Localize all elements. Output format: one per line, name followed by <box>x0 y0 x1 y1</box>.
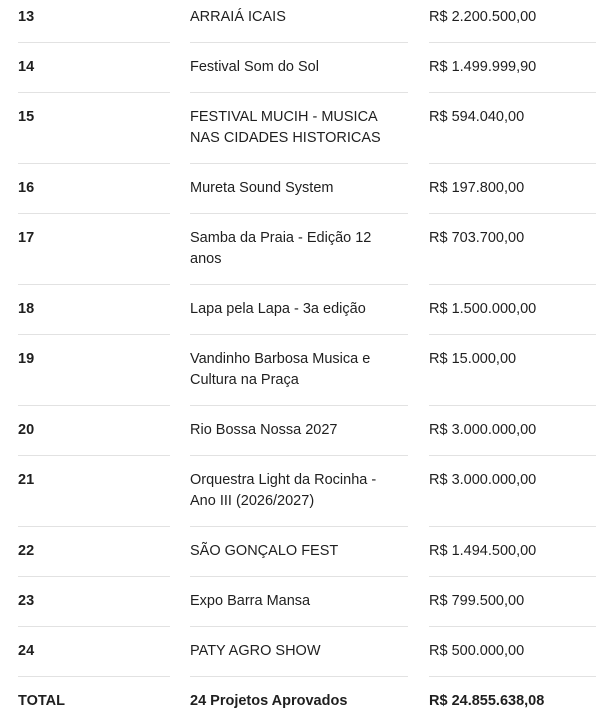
row-number: 20 <box>18 406 170 456</box>
total-projects: 24 Projetos Aprovados <box>190 693 348 709</box>
project-value: R$ 15.000,00 <box>429 335 596 406</box>
project-name: SÃO GONÇALO FEST <box>190 527 408 577</box>
table-row <box>0 456 596 527</box>
project-value: R$ 2.200.500,00 <box>429 0 596 43</box>
row-number: 14 <box>18 43 170 93</box>
project-value: R$ 594.040,00 <box>429 93 596 164</box>
table-row <box>0 577 596 627</box>
project-value: R$ 197.800,00 <box>429 164 596 214</box>
row-number: 19 <box>18 335 170 406</box>
project-name: Vandinho Barbosa Musica e Cultura na Praça <box>190 335 408 406</box>
row-number: 24 <box>18 627 170 677</box>
project-value: R$ 3.000.000,00 <box>429 406 596 456</box>
table-row <box>0 335 596 406</box>
project-value: R$ 799.500,00 <box>429 577 596 627</box>
row-number: 17 <box>18 214 170 285</box>
project-value: R$ 1.500.000,00 <box>429 285 596 335</box>
project-name: FESTIVAL MUCIH - MUSICA NAS CIDADES HISTORICAS <box>190 93 408 164</box>
total-label: TOTAL <box>18 693 65 709</box>
row-number: 23 <box>18 577 170 627</box>
project-value: R$ 703.700,00 <box>429 214 596 285</box>
project-value: R$ 3.000.000,00 <box>429 456 596 527</box>
project-value: R$ 1.494.500,00 <box>429 527 596 577</box>
project-value: R$ 500.000,00 <box>429 627 596 677</box>
table-row <box>0 43 596 93</box>
table-row <box>0 627 596 677</box>
row-number: 22 <box>18 527 170 577</box>
table-row <box>0 164 596 214</box>
total-value: R$ 24.855.638,08 <box>429 693 545 709</box>
table-row <box>0 0 596 43</box>
project-name: Festival Som do Sol <box>190 43 408 93</box>
project-name: Lapa pela Lapa - 3a edição <box>190 285 408 335</box>
project-name: Rio Bossa Nossa 2027 <box>190 406 408 456</box>
table-row <box>0 527 596 577</box>
project-name: Expo Barra Mansa <box>190 577 408 627</box>
project-name: Mureta Sound System <box>190 164 408 214</box>
row-number: 21 <box>18 456 170 527</box>
project-name: PATY AGRO SHOW <box>190 627 408 677</box>
row-number: 18 <box>18 285 170 335</box>
row-number: 16 <box>18 164 170 214</box>
row-number: 13 <box>18 0 170 43</box>
row-number: 15 <box>18 93 170 164</box>
project-name: Orquestra Light da Rocinha - Ano III (2026/2027) <box>190 456 408 527</box>
table-row <box>0 93 596 164</box>
project-name: ARRAIÁ ICAIS <box>190 0 408 43</box>
table-row <box>0 406 596 456</box>
table-row <box>0 285 596 335</box>
project-name: Samba da Praia - Edição 12 anos <box>190 214 408 285</box>
project-value: R$ 1.499.999,90 <box>429 43 596 93</box>
table-row <box>0 214 596 285</box>
total-row <box>0 677 596 726</box>
